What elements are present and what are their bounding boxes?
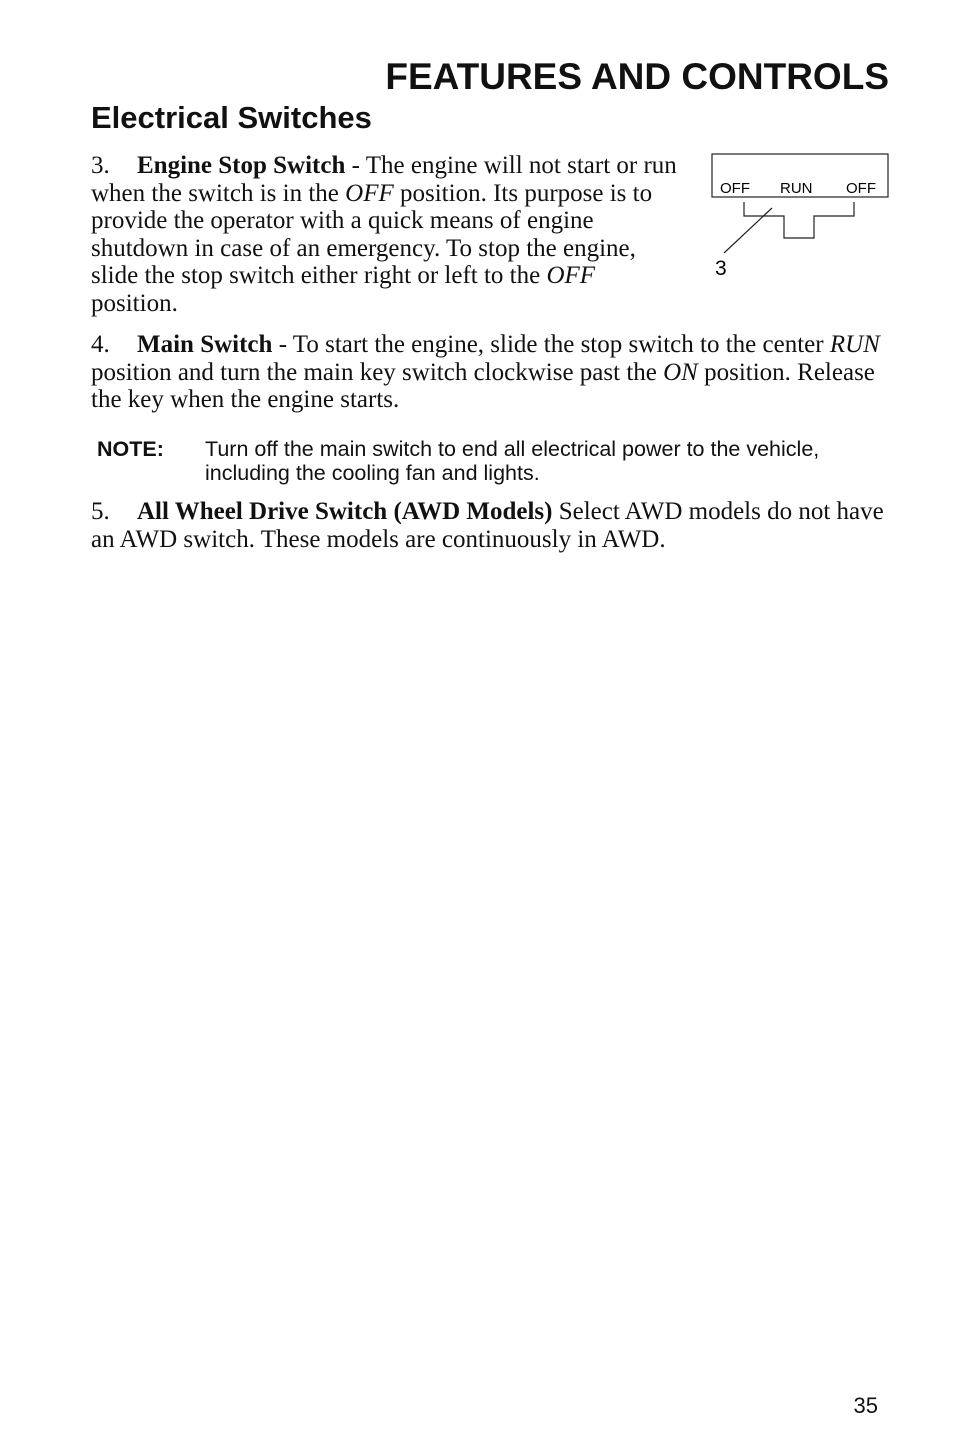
callout-number: 3 [715, 257, 727, 280]
item-engine-stop-switch [91, 152, 681, 318]
item-emphasis: OFF [345, 179, 394, 207]
item-text: Select AWD models do not have an AWD switch. These models are continuously in AWD. [91, 498, 884, 553]
switch-slot-outline [744, 202, 854, 238]
item-text: position. Its purpose is to provide the operator with a quick means of engine shutdown in case of an emergency. To stop the engine, slide the stop switch either right or left to the [91, 179, 653, 290]
item-text: position and turn the main key switch clockwise past the [91, 358, 664, 386]
switch-label-off-left: OFF [720, 180, 750, 197]
item-number: 4. [91, 331, 110, 358]
item-emphasis: OFF [546, 262, 596, 290]
page-title: FEATURES AND CONTROLS [385, 56, 889, 97]
page-number: 35 [853, 1393, 878, 1418]
item-emphasis: ON [663, 358, 698, 386]
item-awd-switch [91, 498, 891, 553]
item-text: position. [91, 289, 178, 317]
switch-label-off-right: OFF [846, 180, 876, 197]
item-number: 5. [91, 498, 110, 525]
item-text: - The engine will not start or run when the switch is in the [91, 152, 677, 207]
item-number: 3. [91, 152, 110, 179]
note-label: NOTE: [97, 437, 164, 461]
item-text: - To start the engine, slide the stop switch to the center [272, 331, 830, 358]
item-main-switch [91, 331, 881, 414]
switch-label-run: RUN [780, 180, 813, 197]
item-name: All Wheel Drive Switch (AWD Models) [137, 498, 553, 525]
item-name: Main Switch [137, 331, 273, 358]
engine-stop-switch-diagram [706, 150, 896, 285]
item-emphasis: RUN [829, 331, 880, 358]
item-name: Engine Stop Switch [137, 152, 346, 179]
note-text: Turn off the main switch to end all electrical power to the vehicle, including the cooling fan and lights. [205, 437, 820, 485]
callout-leader-line [724, 208, 772, 253]
item-text: position. Release the key when the engine starts. [91, 358, 875, 414]
section-title: Electrical Switches [91, 100, 372, 135]
